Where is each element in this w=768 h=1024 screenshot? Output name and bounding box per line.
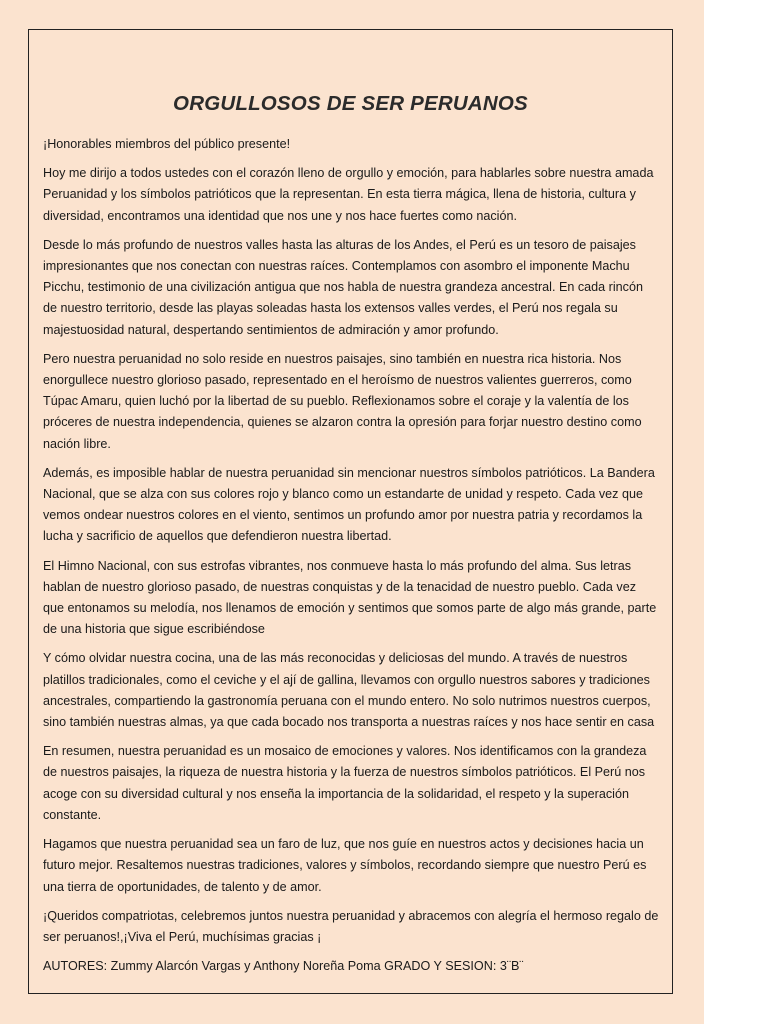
paragraph-greeting: ¡Honorables miembros del público presente!: [43, 137, 291, 151]
paragraph-cuisine: Y cómo olvidar nuestra cocina, una de las más reconocidas y deliciosas del mundo. A través de nuestros platillos tradicionales, como el ceviche y el ají de gallina, llevamos con orgullo nuestros sabores y tradiciones ancestrales, compartiendo la gastronomía peruana con el mundo entero. No solo nutrimos nuestros cuerpos, sino también nuestras almas, ya que cada bocado nos transporta a nuestras raíces y nos hace sentir en casa: [43, 651, 655, 730]
paragraph-anthem: El Himno Nacional, con sus estrofas vibrantes, nos conmueve hasta lo más profundo del alma. Sus letras hablan de nuestro glorioso pasado, de nuestras conquistas y de la tenacidad de nuestro pueblo. Cada vez que entonamos su melodía, nos llenamos de emoción y sentimos que somos parte de algo más grande, parte de una historia que sigue escribiéndose: [43, 558, 657, 637]
paragraph-flag: Además, es imposible hablar de nuestra peruanidad sin mencionar nuestros símbolos patrióticos. La Bandera Nacional, que se alza con sus colores rojo y blanco como un estandarte de unidad y respeto. Cada vez que vemos ondear nuestros colores en el viento, sentimos un profundo amor por nuestra patria y recordamos la lucha y sacrificio de aquellos que defendieron nuestra libertad.: [43, 465, 655, 544]
paragraph-authors: AUTORES: Zummy Alarcón Vargas y Anthony Noreña Poma GRADO Y SESION: 3¨B¨: [43, 959, 524, 974]
paragraph-intro: Hoy me dirijo a todos ustedes con el corazón lleno de orgullo y emoción, para hablarles sobre nuestra amada Peruanidad y los símbolos patrióticos que la representan. En esta tierra mágica, llena de historia, cultura y diversidad, encontramos una identidad que nos une y nos hace fuertes como nación.: [43, 166, 654, 223]
paragraph-call-to-action: Hagamos que nuestra peruanidad sea un faro de luz, que nos guíe en nuestros actos y decisiones hacia un futuro mejor. Resaltemos nuestras tradiciones, valores y símbolos, recordando siempre que nuestro Perú es una tierra de oportunidades, de talento y de amor.: [43, 837, 647, 894]
document-body: [43, 134, 660, 985]
paragraph-history: Pero nuestra peruanidad no solo reside en nuestros paisajes, sino también en nuestra rica historia. Nos enorgullece nuestro glorioso pasado, representado en el heroísmo de nuestros valientes guerreros, como Túpac Amaru, quien luchó por la libertad de su pueblo. Reflexionamos sobre el coraje y la valentía de los próceres de nuestra independencia, quienes se alzaron contra la opresión para forjar nuestro destino como nación libre.: [43, 351, 642, 451]
page-border-frame: [28, 29, 673, 994]
paragraph-summary: En resumen, nuestra peruanidad es un mosaico de emociones y valores. Nos identificamos con la grandeza de nuestros paisajes, la riqueza de nuestra historia y la fuerza de nuestros símbolos patrióticos. El Perú nos acoge con su diversidad cultural y nos enseña la importancia de la solidaridad, el respeto y la superación constante.: [43, 744, 647, 822]
document-title: ORGULLOSOS DE SER PERUANOS: [173, 92, 528, 115]
paragraph-landscapes: Desde lo más profundo de nuestros valles hasta las alturas de los Andes, el Perú es un tesoro de paisajes impresionantes que nos conectan con nuestras raíces. Contemplamos con asombro el imponente Machu Picchu, testimonio de una civilización antigua que nos habla de nuestra grandeza ancestral. En cada rincón de nuestro territorio, desde las playas soleadas hasta los extensos valles verdes, el Perú nos regala su majestuosidad natural, despertando sentimientos de admiración y amor profundo.: [43, 237, 643, 337]
paragraph-closing: ¡Queridos compatriotas, celebremos juntos nuestra peruanidad y abracemos con alegría el hermoso regalo de ser peruanos!,¡Viva el Perú, muchísimas gracias ¡: [43, 908, 659, 944]
